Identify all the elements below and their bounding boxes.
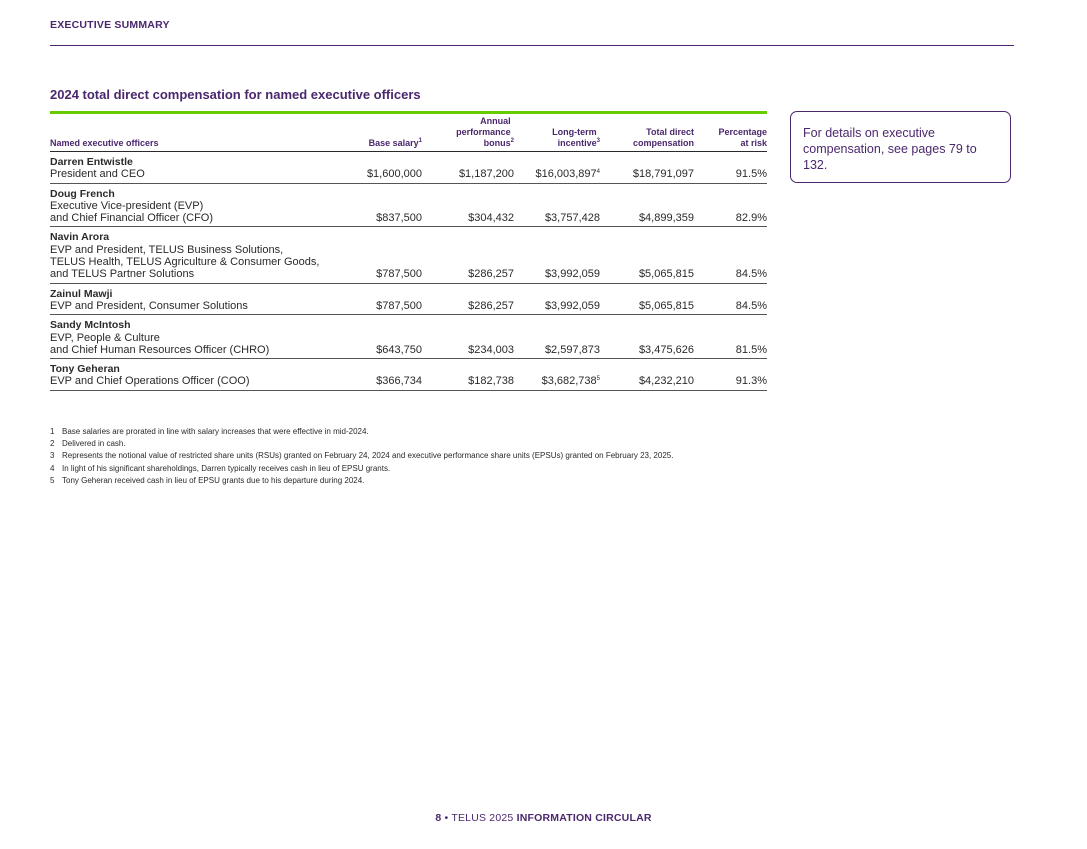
footnote-number: 1 — [50, 427, 55, 436]
col-header-total-direct: Total direct compensation — [600, 116, 694, 152]
total-direct-cell: $5,065,815 — [600, 227, 694, 283]
table-row — [50, 315, 767, 359]
footnote-text: Delivered in cash. — [62, 439, 126, 449]
compensation-details-callout — [790, 111, 1011, 183]
footnote-number: 5 — [50, 475, 55, 485]
base-salary-cell: $787,500 — [360, 283, 422, 315]
footnote-number: 3 — [50, 451, 55, 461]
officer-name: Zainul Mawji — [50, 287, 113, 300]
col-header-officers: Named executive officers — [50, 116, 360, 152]
footer-company: TELUS 2025 — [451, 812, 514, 824]
bonus-cell: $286,257 — [422, 283, 514, 315]
footnote — [50, 475, 690, 487]
officer-name: Tony Geheran — [50, 363, 120, 376]
table-row — [50, 283, 767, 315]
page-footer — [0, 812, 1087, 824]
bonus-cell: $234,003 — [422, 315, 514, 359]
col-header-base-salary: Base salary$^1$ — [360, 116, 422, 152]
officer-name: Darren Entwistle — [50, 156, 133, 168]
page-number: 8 — [435, 812, 442, 824]
base-salary-cell: $366,734 — [360, 359, 422, 391]
callout-text: For details on executive compensation, see pages 79 to 132. — [803, 126, 977, 172]
officer-cell — [50, 283, 360, 315]
officer-name: Sandy McIntosh — [50, 319, 131, 332]
footnote-text: Represents the notional value of restricted share units (RSUs) granted on February 24, 2024 and executive performance share units (EPSUs) granted on February 23, 2025. — [62, 451, 674, 461]
footnote-text: In light of his significant shareholdings, Darren typically receives cash in lieu of EPSU grants. — [62, 463, 391, 473]
table-row — [50, 152, 767, 184]
long-term-incentive-cell: $3,992,059 — [514, 227, 600, 283]
footnote-number: 2 — [50, 439, 55, 449]
footer-separator: • — [444, 812, 449, 824]
table-title-underline — [50, 111, 767, 114]
officer-cell — [50, 152, 360, 184]
officer-title: EVP and President, Consumer Solutions — [50, 299, 248, 312]
total-direct-cell: $18,791,097 — [600, 152, 694, 184]
col-header-percentage-at-risk: Percentage at risk — [694, 116, 767, 152]
officer-title: President and CEO — [50, 168, 145, 181]
officer-cell — [50, 183, 360, 227]
base-salary-cell: $787,500 — [360, 227, 422, 283]
footnote — [50, 463, 690, 475]
long-term-incentive-cell: $3,757,428 — [514, 183, 600, 227]
officer-cell — [50, 227, 360, 283]
section-header: EXECUTIVE SUMMARY — [50, 19, 170, 31]
table-row — [50, 359, 767, 391]
header-divider — [50, 45, 1014, 46]
percentage-at-risk-cell: 84.5% — [694, 227, 767, 283]
footnote — [50, 450, 690, 462]
footnote-number: 4 — [50, 463, 55, 473]
officer-cell — [50, 315, 360, 359]
bonus-cell: $286,257 — [422, 227, 514, 283]
bonus-cell: $304,432 — [422, 183, 514, 227]
footnote-ref: 5 — [596, 376, 600, 383]
footnote-text: Tony Geheran received cash in lieu of EPSU grants due to his departure during 2024. — [62, 475, 365, 485]
total-direct-cell: $4,232,210 — [600, 359, 694, 391]
officer-title: EVP and Chief Operations Officer (COO) — [50, 375, 250, 388]
officer-cell — [50, 359, 360, 391]
officer-title: Executive Vice-president (EVP) and Chief Financial Officer (CFO) — [50, 199, 214, 225]
col-header-bonus: Annual performance bonus$^2$ — [422, 116, 514, 152]
footnote — [50, 426, 690, 438]
total-direct-cell: $5,065,815 — [600, 283, 694, 315]
percentage-at-risk-cell: 84.5% — [694, 283, 767, 315]
percentage-at-risk-cell: 81.5% — [694, 315, 767, 359]
footnotes — [50, 426, 690, 487]
percentage-at-risk-cell: 91.5% — [694, 152, 767, 184]
col-header-long-term-incentive: Long-term incentive$^3$ — [514, 116, 600, 152]
officer-name: Doug French — [50, 187, 115, 200]
table-title: 2024 total direct compensation for named executive officers — [50, 87, 421, 102]
percentage-at-risk-cell: 91.3% — [694, 359, 767, 391]
compensation-table — [50, 116, 767, 391]
long-term-incentive-cell: $3,682,738$^5$ — [514, 359, 600, 391]
bonus-cell: $182,738 — [422, 359, 514, 391]
total-direct-cell: $3,475,626 — [600, 315, 694, 359]
table-row — [50, 183, 767, 227]
bonus-cell: $1,187,200 — [422, 152, 514, 184]
total-direct-cell: $4,899,359 — [600, 183, 694, 227]
percentage-at-risk-cell: 82.9% — [694, 183, 767, 227]
table-row — [50, 227, 767, 283]
base-salary-cell: $837,500 — [360, 183, 422, 227]
footnote-ref: 4 — [596, 169, 600, 176]
base-salary-cell: $643,750 — [360, 315, 422, 359]
officer-name: Navin Arora — [50, 231, 110, 244]
long-term-incentive-cell: $3,992,059 — [514, 283, 600, 315]
base-salary-cell: $1,600,000 — [360, 152, 422, 184]
long-term-incentive-cell: $16,003,897$^4$ — [514, 152, 600, 184]
footnote — [50, 438, 690, 450]
footer-publication: INFORMATION CIRCULAR — [516, 812, 652, 824]
table-header-row — [50, 116, 767, 152]
officer-title: EVP, People & Culture and Chief Human Resources Officer (CHRO) — [50, 331, 270, 356]
long-term-incentive-cell: $2,597,873 — [514, 315, 600, 359]
footnote-text: Base salaries are prorated in line with salary increases that were effective in mid-2024. — [62, 427, 369, 436]
officer-title: EVP and President, TELUS Business Solutions, TELUS Health, TELUS Agriculture & Consumer Goods, and TELUS Partner Solutions — [50, 243, 320, 281]
